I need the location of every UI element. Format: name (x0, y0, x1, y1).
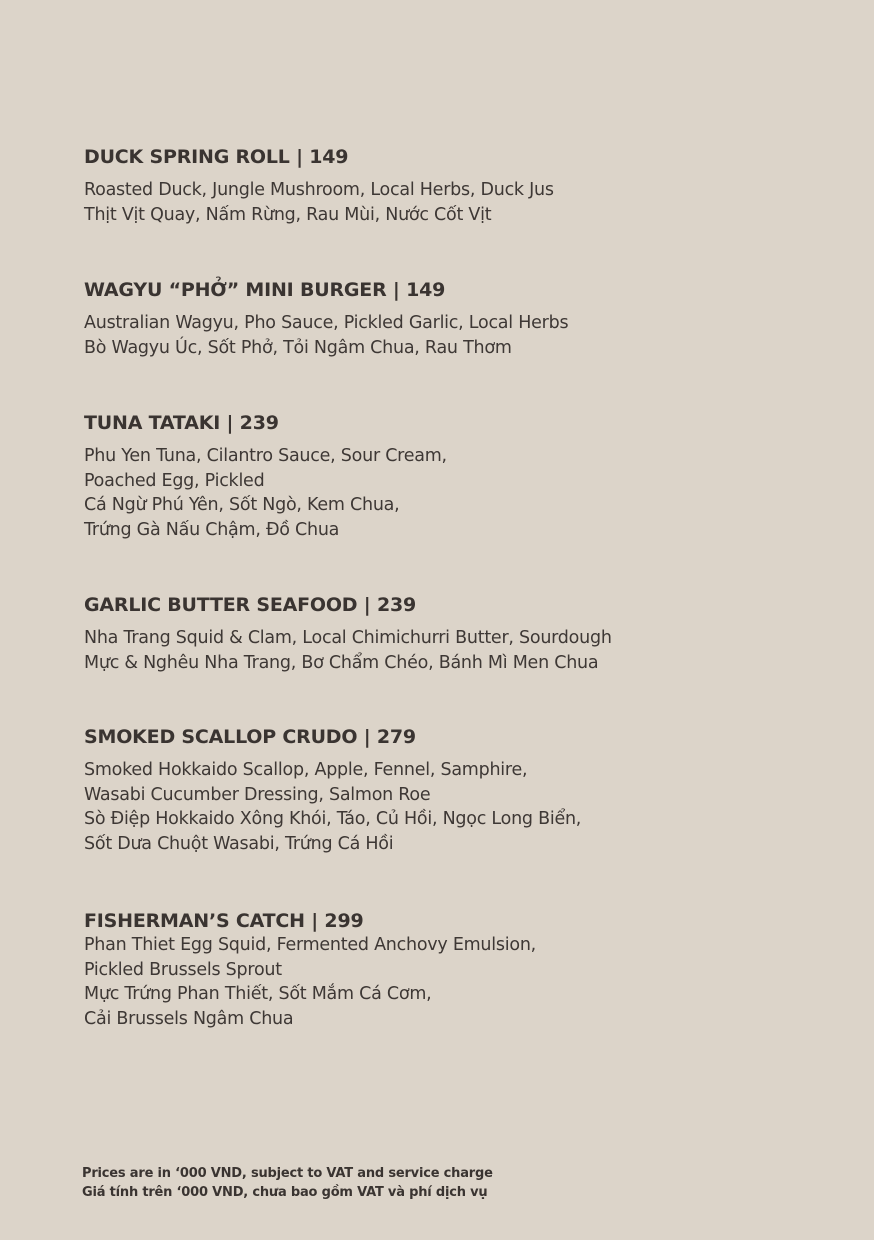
menu-item-duck-spring-roll (84, 145, 804, 227)
description-line: Wasabi Cucumber Dressing, Salmon Roe (84, 784, 431, 805)
description-line: Mực & Nghêu Nha Trang, Bơ Chẩm Chéo, Bánh Mì Men Chua (84, 652, 599, 673)
description-line: Nha Trang Squid & Clam, Local Chimichurri Butter, Sourdough (84, 628, 612, 648)
item-description (84, 311, 804, 360)
item-title: SMOKED SCALLOP CRUDO | 279 (84, 726, 416, 748)
item-title: DUCK SPRING ROLL | 149 (84, 146, 349, 168)
description-line: Cải Brussels Ngâm Chua (84, 1008, 294, 1029)
item-title: FISHERMAN’S CATCH | 299 (84, 910, 364, 932)
description-line: Sò Điệp Hokkaido Xông Khói, Táo, Củ Hồi, Ngọc Long Biển, (84, 809, 582, 829)
description-line: Pickled Brussels Sprout (84, 959, 282, 980)
description-line: Bò Wagyu Úc, Sốt Phở, Tỏi Ngâm Chua, Rau Thơm (84, 337, 512, 358)
description-line: Mực Trứng Phan Thiết, Sốt Mắm Cá Cơm, (84, 984, 432, 1004)
menu-item-wagyu-pho-mini-burger (84, 278, 804, 360)
price-note-vietnamese: Giá tính trên ‘000 VND, chưa bao gồm VAT và phí dịch vụ (82, 1185, 488, 1200)
menu-item-fishermans-catch (84, 909, 804, 1031)
description-line: Phu Yen Tuna, Cilantro Sauce, Sour Cream, (84, 446, 447, 466)
item-title: GARLIC BUTTER SEAFOOD | 239 (84, 594, 417, 616)
price-note-english: Prices are in ‘000 VND, subject to VAT and service charge (82, 1166, 493, 1181)
item-title: WAGYU “PHỞ” MINI BURGER | 149 (84, 279, 446, 301)
item-description (84, 444, 804, 542)
menu-item-garlic-butter-seafood (84, 593, 804, 675)
description-line: Phan Thiet Egg Squid, Fermented Anchovy Emulsion, (84, 935, 536, 955)
item-description (84, 933, 804, 1031)
item-description (84, 178, 804, 227)
menu-item-tuna-tataki (84, 411, 804, 542)
description-line: Poached Egg, Pickled (84, 470, 265, 491)
price-note (82, 1164, 493, 1202)
description-line: Cá Ngừ Phú Yên, Sốt Ngò, Kem Chua, (84, 495, 400, 515)
menu-item-smoked-scallop-crudo (84, 725, 804, 856)
item-description (84, 626, 804, 675)
item-description (84, 758, 804, 856)
description-line: Roasted Duck, Jungle Mushroom, Local Herbs, Duck Jus (84, 180, 554, 200)
description-line: Australian Wagyu, Pho Sauce, Pickled Garlic, Local Herbs (84, 313, 569, 333)
item-title: TUNA TATAKI | 239 (84, 412, 279, 434)
description-line: Sốt Dưa Chuột Wasabi, Trứng Cá Hồi (84, 833, 394, 854)
description-line: Smoked Hokkaido Scallop, Apple, Fennel, Samphire, (84, 760, 528, 780)
description-line: Thịt Vịt Quay, Nấm Rừng, Rau Mùi, Nước Cốt Vịt (84, 204, 492, 225)
description-line: Trứng Gà Nấu Chậm, Đồ Chua (84, 519, 340, 540)
